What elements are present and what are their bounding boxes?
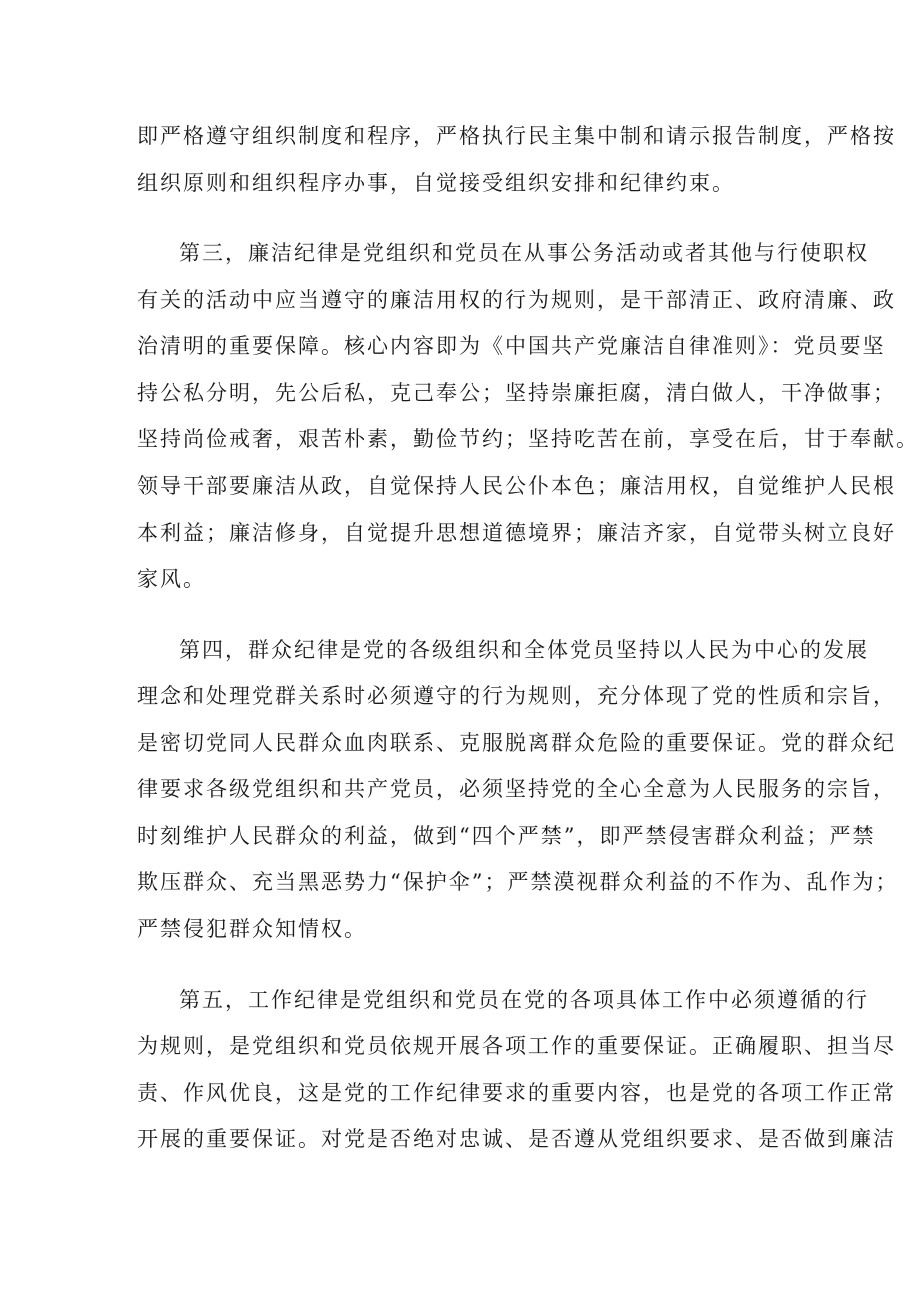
- paragraph-continued-line: 即严格遵守组织制度和程序，严格执行民主集中制和请示报告制度，严格按: [137, 124, 896, 148]
- paragraph-fourth-line: 欺压群众、充当黑恶势力“保护伞”；严禁漠视群众利益的不作为、乱作为；: [137, 870, 899, 894]
- paragraph-third-line: 治清明的重要保障。核心内容即为《中国共产党廉洁自律准则》：党员要坚: [137, 334, 886, 358]
- paragraph-fifth-line: 为规则，是党组织和党员依规开展各项工作的重要保证。正确履职、担当尽: [137, 1034, 896, 1058]
- paragraph-third-line: 坚持尚俭戒奢，艰苦朴素，勤俭节约；坚持吃苦在前，享受在后，甘于奉献。: [137, 427, 919, 451]
- paragraph-continued-line: 组织原则和组织程序办事，自觉接受组织安排和纪律约束。: [137, 171, 735, 195]
- paragraph-fourth-line: 时刻维护人民群众的利益，做到“四个严禁”，即严禁侵害群众利益；严禁: [137, 824, 876, 848]
- paragraph-fourth-line: 严禁侵犯群众知情权。: [137, 917, 367, 941]
- paragraph-fifth-line: 责、作风优良，这是党的工作纪律要求的重要内容，也是党的各项工作正常: [137, 1081, 896, 1105]
- paragraph-fourth-line: 是密切党同人民群众血肉联系、克服脱离群众危险的重要保证。党的群众纪: [137, 731, 896, 755]
- paragraph-third-line: 领导干部要廉洁从政，自觉保持人民公仆本色；廉洁用权，自觉维护人民根: [137, 474, 896, 498]
- paragraph-third-line: 本利益；廉洁修身，自觉提升思想道德境界；廉洁齐家，自觉带头树立良好: [137, 521, 896, 545]
- paragraph-fourth-line: 理念和处理党群关系时必须遵守的行为规则，充分体现了党的性质和宗旨，: [137, 684, 896, 708]
- paragraph-fourth-line: 律要求各级党组织和共产党员，必须坚持党的全心全意为人民服务的宗旨，: [137, 777, 896, 801]
- paragraph-third-line: 家风。: [137, 567, 206, 591]
- paragraph-fourth-line: 第四，群众纪律是党的各级组织和全体党员坚持以人民为中心的发展: [179, 638, 869, 662]
- paragraph-third-line: 第三，廉洁纪律是党组织和党员在从事公务活动或者其他与行使职权: [179, 241, 869, 265]
- paragraph-third-line: 持公私分明，先公后私，克己奉公；坚持崇廉拒腐，清白做人，干净做事；: [137, 381, 896, 405]
- paragraph-fifth-line: 第五，工作纪律是党组织和党员在党的各项具体工作中必须遵循的行: [179, 988, 869, 1012]
- paragraph-third-line: 有关的活动中应当遵守的廉洁用权的行为规则，是干部清正、政府清廉、政: [137, 288, 896, 312]
- paragraph-fifth-line: 开展的重要保证。对党是否绝对忠诚、是否遵从党组织要求、是否做到廉洁: [137, 1127, 896, 1151]
